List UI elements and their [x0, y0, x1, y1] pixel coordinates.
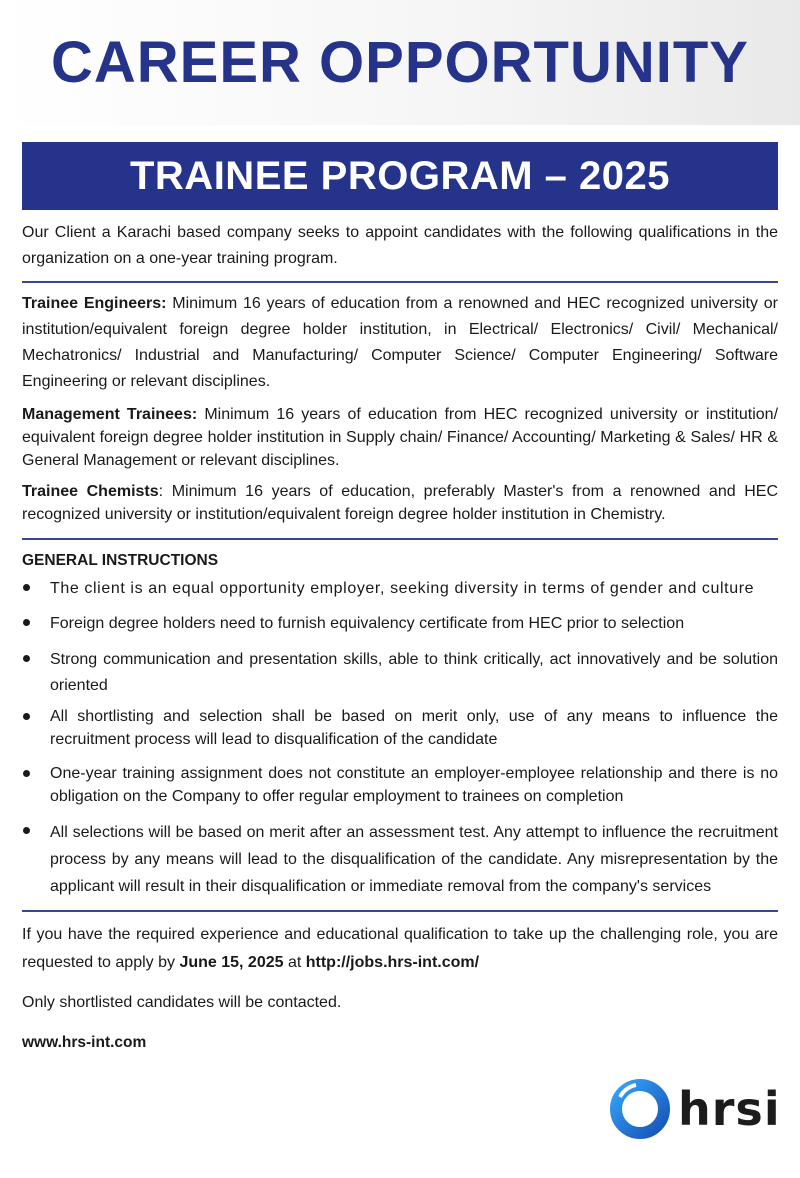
apply-link[interactable]: http://jobs.hrs-int.com/ [305, 954, 480, 971]
list-item: Foreign degree holders need to furnish equivalency certificate from HEC prior to selection [22, 611, 778, 636]
qualification-engineers [22, 291, 778, 395]
bullet-icon [23, 584, 30, 591]
instructions-list [22, 576, 778, 900]
shortlist-note: Only shortlisted candidates will be contacted. [22, 994, 342, 1011]
qualification-text: : Minimum 16 years of education, preferably Master's from a renowned and HEC recognized university or institution/equivalent foreign degree holder institution in Chemistry. [22, 483, 779, 523]
bullet-icon [23, 619, 30, 626]
divider [22, 910, 778, 912]
bullet-icon [23, 770, 30, 777]
bullet-icon [23, 655, 30, 662]
list-item: All shortlisting and selection shall be based on merit only, use of any means to influence the recruitment process will lead to disqualification of the candidate [22, 705, 778, 751]
qualification-label: Trainee Chemists [22, 483, 159, 500]
divider [22, 538, 778, 540]
qualification-label: Management Trainees: [22, 406, 198, 423]
divider [22, 281, 778, 283]
apply-paragraph: If you have the required experience and educational qualification to take up the challenging role, you are requested to apply by June 15, 2025 at http://jobs.hrs-int.com/ [22, 926, 778, 971]
list-item: All selections will be based on merit after an assessment test. Any attempt to influence the recruitment process by any means will lead to the disqualification of the candidate. Any misrepresentation by the applicant will result in their disqualification or immediate removal from the company's services [22, 819, 778, 900]
banner-title: TRAINEE PROGRAM – 2025 [129, 153, 671, 198]
hrsi-logo [606, 1075, 786, 1143]
logo-text: hrsi [678, 1082, 781, 1136]
program-banner [22, 142, 778, 210]
general-instructions-title: GENERAL INSTRUCTIONS [22, 552, 219, 569]
list-item: The client is an equal opportunity employer, seeking diversity in terms of gender and culture [22, 576, 778, 601]
intro-paragraph: Our Client a Karachi based company seeks to appoint candidates with the following qualifications in the organization on a one-year training program. [22, 224, 778, 267]
qualification-label: Trainee Engineers: [22, 295, 167, 312]
list-item: Strong communication and presentation skills, able to think critically, act innovatively and be solution oriented [22, 647, 778, 699]
list-item: One-year training assignment does not constitute an employer-employee relationship and there is no obligation on the Company to offer regular employment to trainees on completion [22, 762, 778, 808]
page-title: CAREER OPPORTUNITY [51, 30, 749, 95]
main-content [22, 220, 778, 1052]
qualification-management [22, 403, 778, 472]
deadline-date: June 15, 2025 [179, 954, 284, 971]
qualification-text: Minimum 16 years of education from a renowned and HEC recognized university or institution/equivalent foreign degree holder institution, in Electrical/ Electronics/ Civil/ Mechanical/ Mechatronics/ Industrial and Manufacturing/ Computer Science/ Computer Engineering/ Software Engineering or relevant disciplines. [22, 295, 779, 390]
qualification-chemists [22, 480, 778, 526]
website-link[interactable]: www.hrs-int.com [22, 1034, 147, 1051]
bullet-icon [23, 827, 30, 834]
qualification-text: Minimum 16 years of education from HEC recognized university or institution/ equivalent foreign degree holder institution in Supply chain/ Finance/ Accounting/ Marketing & Sales/ HR & General Management or relevant disciplines. [22, 406, 779, 469]
bullet-icon [23, 713, 30, 720]
logo-ring-icon [606, 1075, 674, 1143]
